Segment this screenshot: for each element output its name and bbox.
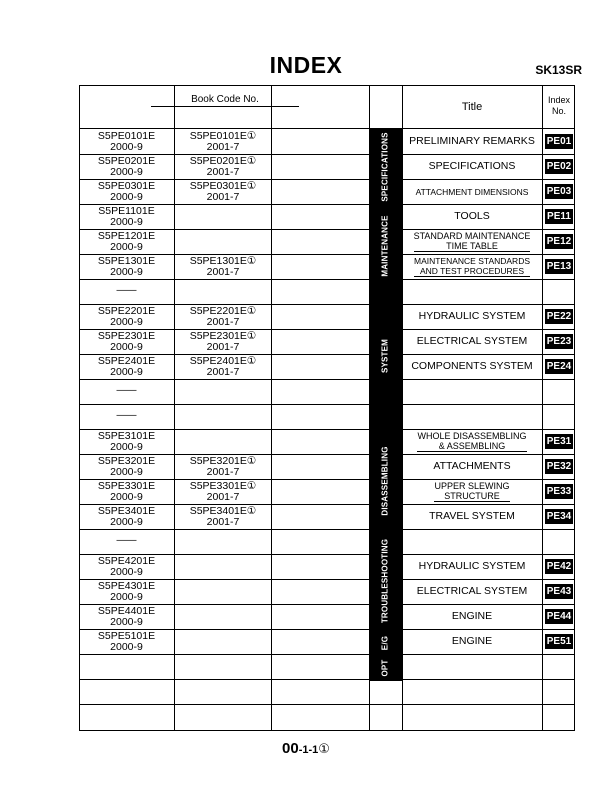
page-title: INDEX xyxy=(269,52,343,78)
code-dash: —— xyxy=(116,535,137,546)
section-title-text xyxy=(414,256,530,277)
book-code-first xyxy=(79,581,174,603)
section-troubleshooting xyxy=(369,531,402,631)
index-badge xyxy=(544,354,574,379)
section-title xyxy=(402,254,542,279)
book-code-revision-date: 2001-7 xyxy=(206,316,240,328)
book-code-revision-id: S5PE3301E① xyxy=(189,480,257,492)
book-code-id: S5PE3201E xyxy=(97,455,156,467)
row-divider xyxy=(402,604,575,605)
index-badge-text: PE44 xyxy=(546,611,572,622)
section-title-line1: TOOLS xyxy=(454,210,490,222)
column-divider xyxy=(369,85,370,731)
row-divider xyxy=(79,529,369,530)
column-divider xyxy=(542,85,543,731)
section-title-text xyxy=(429,161,516,172)
section-title xyxy=(402,229,542,254)
book-code-first xyxy=(79,206,174,228)
code-dash: —— xyxy=(116,385,137,396)
index-badge xyxy=(544,129,574,154)
section-title-line2: AND TEST PROCEDURES xyxy=(414,266,530,277)
section-title xyxy=(402,129,542,154)
row-divider xyxy=(402,679,575,680)
index-badge-text: PE12 xyxy=(546,236,572,247)
section-title-line2: & ASSEMBLING xyxy=(417,441,526,452)
header-index-no xyxy=(543,95,575,117)
book-code-revision xyxy=(175,356,271,378)
book-code-id: S5PE3101E xyxy=(97,430,156,442)
row-divider xyxy=(369,679,402,680)
book-code-id: S5PE2401E xyxy=(97,355,156,367)
book-code-revision xyxy=(175,481,271,503)
index-badge-text: PE34 xyxy=(546,511,572,522)
book-code-revision-id: S5PE1301E① xyxy=(189,255,257,267)
book-code-revision xyxy=(175,306,271,328)
book-code-revision xyxy=(175,181,271,203)
row-divider xyxy=(79,629,369,630)
row-divider xyxy=(79,704,369,705)
book-code-revision-id: S5PE2201E① xyxy=(189,305,257,317)
book-code-id: S5PE0301E xyxy=(97,180,156,192)
section-title xyxy=(402,429,542,454)
index-badge-text: PE01 xyxy=(546,136,572,147)
row-divider xyxy=(79,579,369,580)
section-title-line1: ATTACHMENT DIMENSIONS xyxy=(415,186,529,197)
book-code-date: 2000-9 xyxy=(110,316,143,328)
index-badge xyxy=(544,579,574,604)
row-divider xyxy=(79,454,369,455)
book-code-first xyxy=(79,156,174,178)
section-title-line1: ENGINE xyxy=(451,610,493,622)
section-title-line1: SPECIFICATIONS xyxy=(428,160,516,172)
row-divider xyxy=(402,454,575,455)
section-title xyxy=(402,354,542,379)
index-badge xyxy=(544,429,574,454)
index-table xyxy=(79,85,575,731)
section-label-maintenance: MAINTENANCE xyxy=(380,215,390,277)
section-title-line1: PRELIMINARY REMARKS xyxy=(409,135,535,147)
page-number xyxy=(0,740,612,757)
book-code-date: 2000-9 xyxy=(110,616,143,628)
book-code-revision xyxy=(175,506,271,528)
section-title-text xyxy=(417,586,527,597)
book-code-date: 2000-9 xyxy=(110,591,143,603)
row-divider xyxy=(369,704,402,705)
book-code-id: S5PE0101E xyxy=(97,130,156,142)
row-divider xyxy=(79,479,369,480)
book-code-id: S5PE5101E xyxy=(97,630,156,642)
page-number-main: 00 xyxy=(282,740,299,757)
section-title-text xyxy=(416,187,529,197)
index-badge xyxy=(544,604,574,629)
book-code-date: 2000-9 xyxy=(110,166,143,178)
row-divider xyxy=(402,379,575,380)
book-code-id: S5PE1301E xyxy=(97,255,156,267)
row-divider xyxy=(402,154,575,155)
book-code-revision xyxy=(175,156,271,178)
book-code-revision-id: S5PE3401E① xyxy=(189,505,257,517)
row-divider xyxy=(402,629,575,630)
book-code-id: S5PE3401E xyxy=(97,505,156,517)
row-divider xyxy=(79,154,369,155)
book-code-revision xyxy=(175,456,271,478)
index-badge xyxy=(544,329,574,354)
row-divider xyxy=(402,229,575,230)
book-code-revision-date: 2001-7 xyxy=(206,191,240,203)
index-badge xyxy=(544,454,574,479)
index-badge-text: PE31 xyxy=(546,436,572,447)
row-divider xyxy=(79,179,369,180)
row-divider xyxy=(79,329,369,330)
section-title xyxy=(402,604,542,629)
column-divider xyxy=(402,85,403,731)
book-code-revision xyxy=(175,131,271,153)
row-divider xyxy=(79,404,369,405)
book-code-id: S5PE2201E xyxy=(97,305,156,317)
model-code: SK13SR xyxy=(535,63,582,77)
section-title-line1: MAINTENANCE STANDARDS xyxy=(413,256,531,266)
section-title-text xyxy=(429,511,515,522)
section-label-eg: E/G xyxy=(380,635,390,651)
book-code-revision-id: S5PE2301E① xyxy=(189,330,257,342)
section-label-opt: OPT xyxy=(380,659,390,677)
index-badge-text: PE43 xyxy=(546,586,572,597)
book-code-date: 2000-9 xyxy=(110,216,143,228)
book-code-date: 2000-9 xyxy=(110,566,143,578)
index-badge-text: PE22 xyxy=(546,311,572,322)
code-dash: —— xyxy=(116,285,137,296)
book-code-first xyxy=(79,181,174,203)
section-title xyxy=(402,179,542,204)
book-code-revision xyxy=(175,256,271,278)
book-code-id: S5PE4301E xyxy=(97,580,156,592)
row-divider xyxy=(402,179,575,180)
book-code-date: 2000-9 xyxy=(110,441,143,453)
book-code-revision-date: 2001-7 xyxy=(206,341,240,353)
row-divider xyxy=(79,354,369,355)
index-badge-text: PE33 xyxy=(546,486,572,497)
index-badge xyxy=(544,204,574,229)
row-divider xyxy=(79,304,369,305)
section-title-text xyxy=(433,461,510,472)
book-code-id: S5PE1201E xyxy=(97,230,156,242)
index-badge xyxy=(544,304,574,329)
section-label-troubleshooting: TROUBLESHOOTING xyxy=(380,538,390,624)
index-badge xyxy=(544,479,574,504)
row-divider xyxy=(79,279,369,280)
index-badge-text: PE32 xyxy=(546,461,572,472)
row-divider xyxy=(79,504,369,505)
book-code-id: S5PE4401E xyxy=(97,605,156,617)
section-title-text xyxy=(411,361,532,372)
index-badge xyxy=(544,554,574,579)
row-divider xyxy=(402,654,575,655)
book-code-revision-date: 2001-7 xyxy=(206,516,240,528)
page-number-sub: -1-1 xyxy=(298,744,319,756)
book-code-id: S5PE0201E xyxy=(97,155,156,167)
row-divider xyxy=(79,204,369,205)
section-title-line1: HYDRAULIC SYSTEM xyxy=(418,560,526,572)
row-divider xyxy=(79,654,369,655)
index-badge-text: PE42 xyxy=(546,561,572,572)
book-code-first xyxy=(79,356,174,378)
section-eg xyxy=(369,631,402,656)
section-title-line1: ATTACHMENTS xyxy=(433,460,511,472)
row-divider xyxy=(79,229,369,230)
section-title-text xyxy=(409,136,535,147)
section-title xyxy=(402,329,542,354)
section-title xyxy=(402,554,542,579)
book-code-first xyxy=(79,331,174,353)
header-index-line1: Index xyxy=(547,95,571,105)
section-title-line1: ELECTRICAL SYSTEM xyxy=(416,335,528,347)
book-code-date: 2000-9 xyxy=(110,241,143,253)
book-code-first xyxy=(79,506,174,528)
section-title-text xyxy=(419,561,526,572)
row-divider xyxy=(402,554,575,555)
row-divider xyxy=(402,479,575,480)
section-title xyxy=(402,304,542,329)
section-title-line2: STRUCTURE xyxy=(434,491,509,502)
section-title xyxy=(402,479,542,504)
section-title xyxy=(402,154,542,179)
column-divider xyxy=(174,85,175,731)
book-code-first xyxy=(79,606,174,628)
row-divider xyxy=(402,404,575,405)
book-code-first xyxy=(79,556,174,578)
book-code-revision-date: 2001-7 xyxy=(206,166,240,178)
section-title-line1: TRAVEL SYSTEM xyxy=(429,510,515,522)
section-system xyxy=(369,281,402,431)
row-divider xyxy=(402,204,575,205)
section-title xyxy=(402,579,542,604)
header-title: Title xyxy=(461,101,483,113)
index-badge-text: PE11 xyxy=(547,211,571,222)
book-code-date: 2000-9 xyxy=(110,641,143,653)
section-disassembling xyxy=(369,431,402,531)
code-dash: —— xyxy=(116,410,137,421)
book-code-revision-id: S5PE0101E① xyxy=(189,130,257,142)
header-divider xyxy=(79,128,575,129)
book-code-id: S5PE3301E xyxy=(97,480,156,492)
row-divider xyxy=(402,354,575,355)
book-code-date: 2000-9 xyxy=(110,466,143,478)
section-title-line1: COMPONENTS SYSTEM xyxy=(411,360,533,372)
section-title-line1: UPPER SLEWING xyxy=(434,481,510,491)
index-badge xyxy=(544,629,574,654)
section-opt xyxy=(369,656,402,681)
section-title xyxy=(402,629,542,654)
row-divider xyxy=(402,579,575,580)
book-code-revision-date: 2001-7 xyxy=(206,266,240,278)
book-code-revision-id: S5PE3201E① xyxy=(189,455,257,467)
index-badge xyxy=(544,504,574,529)
index-badge-text: PE03 xyxy=(546,186,572,197)
book-code-revision-date: 2001-7 xyxy=(206,141,240,153)
row-divider xyxy=(402,429,575,430)
book-code-date: 2000-9 xyxy=(110,141,143,153)
book-code-date: 2000-9 xyxy=(110,266,143,278)
book-code-id: S5PE4201E xyxy=(97,555,156,567)
book-code-date: 2000-9 xyxy=(110,516,143,528)
row-divider xyxy=(402,504,575,505)
index-badge-text: PE24 xyxy=(546,361,572,372)
section-label-disassembling: DISASSEMBLING xyxy=(380,446,390,516)
row-divider xyxy=(402,254,575,255)
section-title-line2: TIME TABLE xyxy=(414,241,531,252)
book-code-revision-date: 2001-7 xyxy=(206,466,240,478)
book-code-revision-date: 2001-7 xyxy=(206,366,240,378)
row-divider xyxy=(79,429,369,430)
row-divider xyxy=(402,304,575,305)
section-title-line1: STANDARD MAINTENANCE xyxy=(413,231,531,241)
index-badge xyxy=(544,229,574,254)
header-book-code: Book Code No. xyxy=(151,94,299,107)
section-title-line1: HYDRAULIC SYSTEM xyxy=(418,310,526,322)
index-badge xyxy=(544,254,574,279)
section-title-text xyxy=(452,636,492,647)
section-title xyxy=(402,504,542,529)
row-divider xyxy=(79,604,369,605)
book-code-revision-id: S5PE0201E① xyxy=(189,155,257,167)
book-code-revision-date: 2001-7 xyxy=(206,491,240,503)
book-code-revision-id: S5PE2401E① xyxy=(189,355,257,367)
book-code-revision xyxy=(175,331,271,353)
row-divider xyxy=(402,529,575,530)
book-code-date: 2000-9 xyxy=(110,191,143,203)
book-code-first xyxy=(79,256,174,278)
book-code-revision-id: S5PE0301E① xyxy=(189,180,257,192)
row-divider xyxy=(79,379,369,380)
book-code-date: 2000-9 xyxy=(110,341,143,353)
section-title-text xyxy=(417,336,527,347)
book-code-first xyxy=(79,306,174,328)
index-badge-text: PE02 xyxy=(546,161,572,172)
book-code-id: S5PE1101E xyxy=(98,205,155,217)
section-title-text xyxy=(414,231,531,252)
row-divider xyxy=(79,554,369,555)
book-code-date: 2000-9 xyxy=(110,491,143,503)
book-code-first xyxy=(79,131,174,153)
book-code-first xyxy=(79,231,174,253)
section-title-text xyxy=(434,481,509,502)
index-badge xyxy=(544,154,574,179)
book-code-date: 2000-9 xyxy=(110,366,143,378)
book-code-id: S5PE2301E xyxy=(97,330,156,342)
index-badge-text: PE23 xyxy=(546,336,572,347)
index-badge-text: PE51 xyxy=(546,636,572,647)
section-title-line1: WHOLE DISASSEMBLING xyxy=(417,431,527,441)
section-specifications xyxy=(369,129,402,206)
section-title xyxy=(402,204,542,229)
row-divider xyxy=(402,279,575,280)
section-label-system: SYSTEM xyxy=(380,338,390,374)
book-code-first xyxy=(79,631,174,653)
section-title-text xyxy=(417,431,526,452)
row-divider xyxy=(402,329,575,330)
section-maintenance xyxy=(369,206,402,281)
section-title-line1: ELECTRICAL SYSTEM xyxy=(416,585,528,597)
section-title xyxy=(402,454,542,479)
page-number-rev: ① xyxy=(318,741,330,756)
section-title-text xyxy=(452,611,492,622)
index-badge xyxy=(544,179,574,204)
section-title-text xyxy=(454,211,489,222)
column-divider xyxy=(271,85,272,731)
section-title-line1: ENGINE xyxy=(451,635,493,647)
index-badge-text: PE13 xyxy=(546,261,572,272)
row-divider xyxy=(402,704,575,705)
row-divider xyxy=(79,679,369,680)
book-code-first xyxy=(79,431,174,453)
section-title-text xyxy=(419,311,526,322)
book-code-first xyxy=(79,456,174,478)
book-code-first xyxy=(79,481,174,503)
section-label-specifications: SPECIFICATIONS xyxy=(380,132,390,202)
row-divider xyxy=(79,254,369,255)
header-index-line2: No. xyxy=(551,106,566,116)
